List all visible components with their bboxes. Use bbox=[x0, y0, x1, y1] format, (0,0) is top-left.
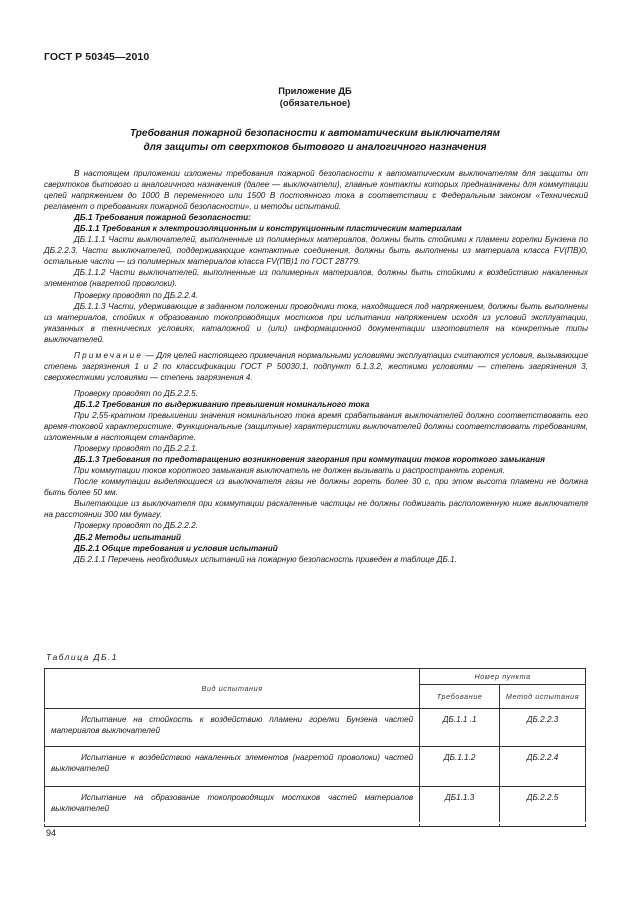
header-method: Метод испытания bbox=[500, 685, 586, 709]
paragraph-db13b: После коммутации выделяющиеся из выключателя газы не должны гореть более 30 с, при этом высота пламени не должна быть более 50 мм. bbox=[44, 477, 588, 498]
standard-header: ГОСТ Р 50345—2010 bbox=[44, 51, 150, 63]
paragraph-db1113: ДБ.1.1.3 Части, удерживающие в заданном положении проводники тока, находящиеся под напряжением, должны быть выполнены из материалов, стойких к образованию токопроводящих мостиков при испытании напряжением исходя из условий эксплуатации, указанных в технических условиях, каталожной и (или) информационной документации изготовителя на конкретные типы выключателей. bbox=[44, 301, 588, 344]
table-caption: Таблица ДБ.1 bbox=[46, 652, 118, 662]
appendix-title: Приложение ДБ bbox=[278, 86, 352, 96]
method-cell: ДБ.2.2.4 bbox=[500, 747, 586, 787]
section-heading-db12: ДБ.1.2 Требования по выдерживанию превышения номинального тока bbox=[74, 399, 370, 409]
paragraph-db13a: При коммутации токов короткого замыкания выключатель не должен вызывать и распространять горения. bbox=[74, 466, 505, 476]
note-text: — Для целей настоящего примечания нормальными условиями эксплуатации считаются условия, вызывающие степень загрязнения 1 и 2 по классификации ГОСТ Р 50030.1, подпункт 6.1.3.2, жесткими условиями — степень загрязнения 3, сверхжесткими условиями — степень загрязнения 4. bbox=[44, 350, 588, 382]
table-row bbox=[45, 747, 586, 787]
paragraph-db211: ДБ.2.1.1 Перечень необходимых испытаний на пожарную безопасность приведен в таблице ДБ.1. bbox=[74, 554, 457, 564]
test-cell: Испытание на стойкость к воздействию пламени горелки Бунзена частей материалов выключателей bbox=[45, 709, 420, 747]
note-label: Примечание bbox=[74, 350, 144, 360]
requirement-cell: ДБ1.1.3 bbox=[420, 787, 500, 827]
check-paragraph-221: Проверку проводят по ДБ.2.2.1. bbox=[74, 444, 198, 454]
test-cell: Испытание на образование токопроводящих мостиков частей материалов выключателей bbox=[45, 787, 420, 827]
document-body bbox=[44, 168, 588, 565]
paragraph-db12: При 2,55-кратном превышении значения номинального тока время срабатывания выключателей должно соответствовать его время-токовой характеристике. Функциональные (защитные) характеристики выключателей должны соответствовать требованиям, изложенным в настоящем стандарте. bbox=[44, 410, 588, 443]
page-number: 94 bbox=[46, 828, 57, 838]
section-heading-db21: ДБ.2.1 Общие требования и условия испытаний bbox=[74, 543, 278, 553]
header-requirement: Требование bbox=[420, 685, 500, 709]
section-heading-db13: ДБ.1.3 Требования по предотвращению возникновения загорания при коммутации токов короткого замыкания bbox=[74, 455, 545, 465]
test-cell: Испытание к воздействию накаленных элементов (нагретой проволоки) частей выключателей bbox=[45, 747, 420, 787]
paragraph-db1111: ДБ.1.1.1 Части выключателей, выполненные из полимерных материалов, должны быть стойкими к пламени горелки Бунзена по ДБ.2.2.3. Части выключателей, поддерживающие контактные соединения, должны быть выполнены из материала класса FV(ПВ)0, остальные части — из полимерных материалов класса FV(ПВ)1 по ГОСТ 28779. bbox=[44, 235, 588, 267]
header-item-number: Номер пункта bbox=[420, 669, 586, 685]
section-heading-db1: ДБ.1 Требования пожарной безопасности: bbox=[74, 213, 251, 223]
header-test-type: Вид испытания bbox=[45, 669, 420, 709]
check-paragraph-222: Проверку проводят по ДБ.2.2.2. bbox=[74, 521, 198, 531]
section-heading-db11: ДБ.1.1 Требования к электроизоляционным и конструкционным пластическим материалам bbox=[74, 224, 462, 234]
tests-table bbox=[44, 668, 586, 827]
document-title-line-2: для защиты от сверхтоков бытового и аналогичного назначения bbox=[143, 142, 487, 153]
method-cell: ДБ.2.2.5 bbox=[500, 787, 586, 827]
check-paragraph-224: Проверку проводят по ДБ.2.2.4. bbox=[74, 290, 198, 300]
table-row bbox=[45, 787, 586, 827]
table-row bbox=[45, 709, 586, 747]
intro-paragraph: В настоящем приложении изложены требования пожарной безопасности к автоматическим выключателям для защиты от сверхтоков бытового и аналогичного назначения (далее — выключатели), главные контакты которых предназначены для коммутации цепей напряжением до 1000 В переменного или 1500 В постоянного тока в соответствии с Федеральным законом «Технический регламент о требованиях пожарной безопасности», и методы испытаний. bbox=[44, 169, 588, 212]
table-continuation-gap bbox=[44, 822, 587, 824]
requirement-cell: ДБ.1.1 .1 bbox=[420, 709, 500, 747]
appendix-status: (обязательное) bbox=[279, 98, 351, 108]
check-paragraph-225: Проверку проводят по ДБ.2.2.5. bbox=[74, 388, 198, 398]
requirement-cell: ДБ.1.1.2 bbox=[420, 747, 500, 787]
note-paragraph bbox=[44, 350, 588, 383]
method-cell: ДБ.2.2.3 bbox=[500, 709, 586, 747]
paragraph-db1112: ДБ.1.1.2 Части выключателей, выполненные из полимерных материалов, должны быть стойкими к воздействию накаленных элементов (нагретой проволоки). bbox=[44, 268, 588, 289]
paragraph-db13c: Вылетающие из выключателя при коммутации раскаленные частицы не должны поджигать расположенную ниже выключателя на расстоянии 300 мм бумагу. bbox=[44, 499, 588, 520]
section-heading-db2: ДБ.2 Методы испытаний bbox=[74, 532, 182, 542]
document-title-line-1: Требования пожарной безопасности к автоматическим выключателям bbox=[129, 128, 501, 139]
